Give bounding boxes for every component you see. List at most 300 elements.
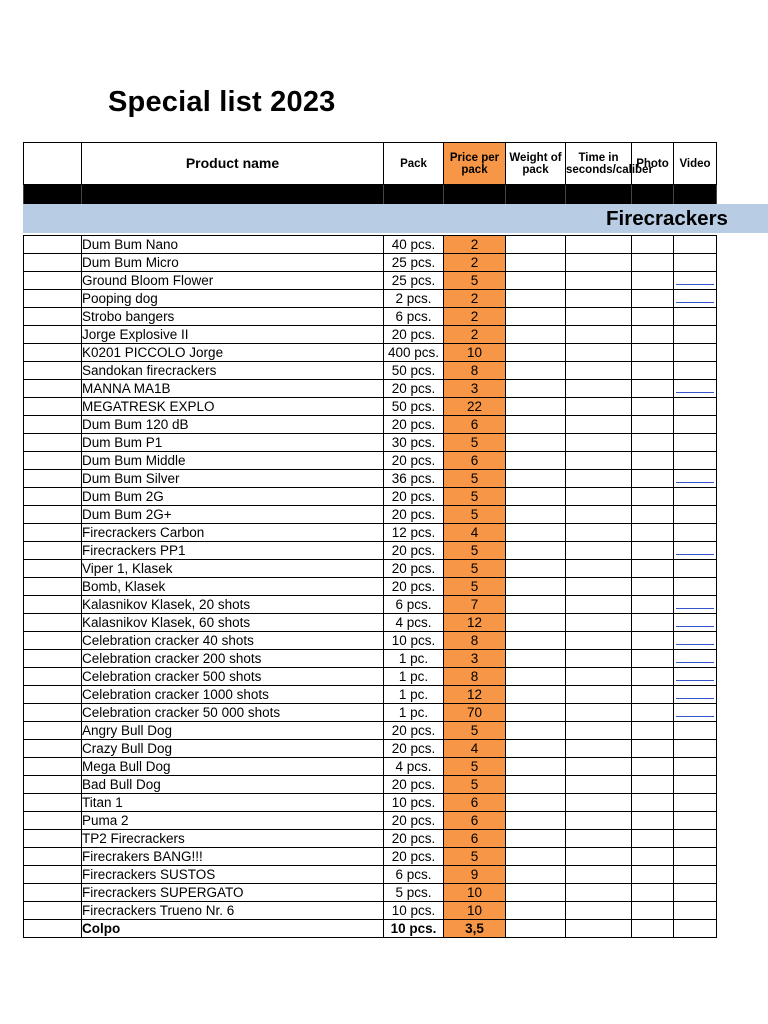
- product-name-cell: Kalasnikov Klasek, 60 shots: [82, 614, 384, 632]
- row-index-cell: [24, 524, 82, 542]
- product-name-cell: Celebration cracker 1000 shots: [82, 686, 384, 704]
- time-cell: [566, 398, 632, 416]
- photo-cell: [632, 758, 674, 776]
- photo-cell: [632, 560, 674, 578]
- video-link[interactable]: [676, 301, 714, 303]
- row-index-cell: [24, 398, 82, 416]
- price-cell: 4: [444, 524, 506, 542]
- weight-cell: [506, 758, 566, 776]
- video-cell: [674, 830, 717, 848]
- video-cell: [674, 686, 717, 704]
- time-cell: [566, 596, 632, 614]
- product-name-cell: Firecrakers BANG!!!: [82, 848, 384, 866]
- video-cell: [674, 326, 717, 344]
- price-cell: 6: [444, 794, 506, 812]
- time-cell: [566, 236, 632, 254]
- price-cell: 10: [444, 902, 506, 920]
- photo-cell: [632, 434, 674, 452]
- table-row: [24, 704, 717, 722]
- weight-cell: [506, 650, 566, 668]
- table-row: [24, 632, 717, 650]
- table-row: [24, 326, 717, 344]
- time-cell: [566, 380, 632, 398]
- row-index-cell: [24, 830, 82, 848]
- row-index-cell: [24, 290, 82, 308]
- price-cell: 2: [444, 254, 506, 272]
- row-index-cell: [24, 848, 82, 866]
- price-cell: 7: [444, 596, 506, 614]
- product-name-cell: Dum Bum 2G: [82, 488, 384, 506]
- weight-cell: [506, 380, 566, 398]
- product-name-cell: Dum Bum Nano: [82, 236, 384, 254]
- table-row: [24, 236, 717, 254]
- time-cell: [566, 308, 632, 326]
- weight-cell: [506, 524, 566, 542]
- photo-cell: [632, 254, 674, 272]
- pack-cell: 20 pcs.: [384, 740, 444, 758]
- video-cell: [674, 362, 717, 380]
- row-index-cell: [24, 920, 82, 938]
- price-cell: 5: [444, 434, 506, 452]
- pack-cell: 20 pcs.: [384, 848, 444, 866]
- video-link[interactable]: [676, 697, 714, 699]
- photo-cell: [632, 488, 674, 506]
- product-name-cell: Celebration cracker 500 shots: [82, 668, 384, 686]
- video-cell: [674, 542, 717, 560]
- row-index-cell: [24, 560, 82, 578]
- row-index-cell: [24, 380, 82, 398]
- video-cell: [674, 236, 717, 254]
- photo-cell: [632, 416, 674, 434]
- row-index-cell: [24, 596, 82, 614]
- product-name-cell: Titan 1: [82, 794, 384, 812]
- time-cell: [566, 362, 632, 380]
- table-row: [24, 920, 717, 938]
- pack-cell: 25 pcs.: [384, 272, 444, 290]
- pack-cell: 20 pcs.: [384, 380, 444, 398]
- table-row: [24, 668, 717, 686]
- price-cell: 2: [444, 308, 506, 326]
- weight-cell: [506, 884, 566, 902]
- table-row: [24, 488, 717, 506]
- table-row: [24, 884, 717, 902]
- time-cell: [566, 812, 632, 830]
- table-row: [24, 344, 717, 362]
- header-pack: Pack: [384, 143, 444, 185]
- weight-cell: [506, 416, 566, 434]
- header-index-cell: [24, 143, 82, 185]
- price-cell: 3: [444, 380, 506, 398]
- row-index-cell: [24, 776, 82, 794]
- video-cell: [674, 380, 717, 398]
- header-weight: Weight of pack: [506, 143, 566, 185]
- product-name-cell: Dum Bum 2G+: [82, 506, 384, 524]
- weight-cell: [506, 398, 566, 416]
- video-cell: [674, 614, 717, 632]
- table-row: [24, 614, 717, 632]
- weight-cell: [506, 776, 566, 794]
- weight-cell: [506, 506, 566, 524]
- row-index-cell: [24, 884, 82, 902]
- pack-cell: 36 pcs.: [384, 470, 444, 488]
- time-cell: [566, 848, 632, 866]
- time-cell: [566, 668, 632, 686]
- table-row: [24, 866, 717, 884]
- table-row: [24, 254, 717, 272]
- category-band: [23, 204, 768, 233]
- photo-cell: [632, 308, 674, 326]
- video-cell: [674, 866, 717, 884]
- row-index-cell: [24, 902, 82, 920]
- weight-cell: [506, 614, 566, 632]
- row-index-cell: [24, 704, 82, 722]
- photo-cell: [632, 236, 674, 254]
- pack-cell: 1 pc.: [384, 704, 444, 722]
- weight-cell: [506, 452, 566, 470]
- price-cell: 5: [444, 776, 506, 794]
- price-cell: 5: [444, 272, 506, 290]
- weight-cell: [506, 560, 566, 578]
- price-cell: 5: [444, 758, 506, 776]
- row-index-cell: [24, 272, 82, 290]
- video-link[interactable]: [676, 679, 714, 681]
- table-row: [24, 578, 717, 596]
- photo-cell: [632, 596, 674, 614]
- video-cell: [674, 470, 717, 488]
- pack-cell: 20 pcs.: [384, 812, 444, 830]
- table-row: [24, 416, 717, 434]
- video-link[interactable]: [676, 661, 714, 663]
- time-cell: [566, 272, 632, 290]
- video-cell: [674, 506, 717, 524]
- time-cell: [566, 542, 632, 560]
- product-name-cell: Dum Bum Silver: [82, 470, 384, 488]
- header-price: Price per pack: [444, 143, 506, 185]
- video-cell: [674, 488, 717, 506]
- video-cell: [674, 812, 717, 830]
- weight-cell: [506, 812, 566, 830]
- time-cell: [566, 506, 632, 524]
- row-index-cell: [24, 722, 82, 740]
- pack-cell: 5 pcs.: [384, 884, 444, 902]
- row-index-cell: [24, 470, 82, 488]
- page-title: Special list 2023: [108, 86, 336, 118]
- pack-cell: 1 pc.: [384, 668, 444, 686]
- product-name-cell: Crazy Bull Dog: [82, 740, 384, 758]
- weight-cell: [506, 704, 566, 722]
- photo-cell: [632, 668, 674, 686]
- pack-cell: 6 pcs.: [384, 308, 444, 326]
- photo-cell: [632, 686, 674, 704]
- row-index-cell: [24, 686, 82, 704]
- price-cell: 5: [444, 560, 506, 578]
- table-row: [24, 740, 717, 758]
- video-cell: [674, 704, 717, 722]
- weight-cell: [506, 902, 566, 920]
- product-name-cell: Firecrackers SUPERGATO: [82, 884, 384, 902]
- weight-cell: [506, 830, 566, 848]
- video-cell: [674, 452, 717, 470]
- photo-cell: [632, 812, 674, 830]
- pack-cell: 20 pcs.: [384, 722, 444, 740]
- row-index-cell: [24, 866, 82, 884]
- table-header-row: [24, 143, 717, 185]
- black-separator-row: [24, 185, 717, 206]
- weight-cell: [506, 308, 566, 326]
- table-row: [24, 722, 717, 740]
- pack-cell: 20 pcs.: [384, 488, 444, 506]
- photo-cell: [632, 344, 674, 362]
- pack-cell: 1 pc.: [384, 650, 444, 668]
- row-index-cell: [24, 452, 82, 470]
- price-cell: 2: [444, 290, 506, 308]
- pack-cell: 400 pcs.: [384, 344, 444, 362]
- price-cell: 4: [444, 740, 506, 758]
- weight-cell: [506, 668, 566, 686]
- video-link[interactable]: [676, 283, 714, 285]
- row-index-cell: [24, 326, 82, 344]
- video-link[interactable]: [676, 625, 714, 627]
- video-cell: [674, 848, 717, 866]
- price-cell: 6: [444, 452, 506, 470]
- price-cell: 5: [444, 722, 506, 740]
- product-name-cell: Angry Bull Dog: [82, 722, 384, 740]
- photo-cell: [632, 632, 674, 650]
- pack-cell: 4 pcs.: [384, 614, 444, 632]
- time-cell: [566, 416, 632, 434]
- row-index-cell: [24, 632, 82, 650]
- weight-cell: [506, 542, 566, 560]
- photo-cell: [632, 506, 674, 524]
- time-cell: [566, 254, 632, 272]
- price-cell: 8: [444, 362, 506, 380]
- table-row: [24, 686, 717, 704]
- price-cell: 3,5: [444, 920, 506, 938]
- time-cell: [566, 326, 632, 344]
- pack-cell: 1 pc.: [384, 686, 444, 704]
- price-cell: 12: [444, 686, 506, 704]
- photo-cell: [632, 398, 674, 416]
- table-row: [24, 542, 717, 560]
- product-name-cell: K0201 PICCOLO Jorge: [82, 344, 384, 362]
- time-cell: [566, 902, 632, 920]
- video-cell: [674, 434, 717, 452]
- video-cell: [674, 776, 717, 794]
- time-cell: [566, 866, 632, 884]
- row-index-cell: [24, 578, 82, 596]
- product-name-cell: Kalasnikov Klasek, 20 shots: [82, 596, 384, 614]
- photo-cell: [632, 578, 674, 596]
- table-row: [24, 452, 717, 470]
- pack-cell: 20 pcs.: [384, 416, 444, 434]
- row-index-cell: [24, 344, 82, 362]
- product-name-cell: MANNA MA1B: [82, 380, 384, 398]
- category-title: Firecrackers: [606, 207, 728, 230]
- time-cell: [566, 830, 632, 848]
- pack-cell: 20 pcs.: [384, 452, 444, 470]
- product-name-cell: Bomb, Klasek: [82, 578, 384, 596]
- pack-cell: 20 pcs.: [384, 776, 444, 794]
- price-cell: 9: [444, 866, 506, 884]
- pack-cell: 4 pcs.: [384, 758, 444, 776]
- video-cell: [674, 290, 717, 308]
- table-row: [24, 902, 717, 920]
- time-cell: [566, 704, 632, 722]
- video-cell: [674, 758, 717, 776]
- table-row: [24, 776, 717, 794]
- time-cell: [566, 578, 632, 596]
- video-cell: [674, 560, 717, 578]
- table-row: [24, 560, 717, 578]
- table-row: [24, 272, 717, 290]
- photo-cell: [632, 542, 674, 560]
- price-cell: 8: [444, 668, 506, 686]
- row-index-cell: [24, 488, 82, 506]
- price-cell: 5: [444, 488, 506, 506]
- price-cell: 8: [444, 632, 506, 650]
- time-cell: [566, 452, 632, 470]
- pack-cell: 2 pcs.: [384, 290, 444, 308]
- video-cell: [674, 632, 717, 650]
- photo-cell: [632, 326, 674, 344]
- video-cell: [674, 398, 717, 416]
- table-row: [24, 362, 717, 380]
- weight-cell: [506, 794, 566, 812]
- video-cell: [674, 722, 717, 740]
- product-name-cell: Bad Bull Dog: [82, 776, 384, 794]
- video-link[interactable]: [676, 715, 714, 717]
- weight-cell: [506, 470, 566, 488]
- product-name-cell: Celebration cracker 50 000 shots: [82, 704, 384, 722]
- weight-cell: [506, 686, 566, 704]
- row-index-cell: [24, 758, 82, 776]
- video-cell: [674, 578, 717, 596]
- table-row: [24, 506, 717, 524]
- photo-cell: [632, 362, 674, 380]
- photo-cell: [632, 776, 674, 794]
- video-cell: [674, 416, 717, 434]
- row-index-cell: [24, 362, 82, 380]
- time-cell: [566, 344, 632, 362]
- video-cell: [674, 650, 717, 668]
- video-cell: [674, 740, 717, 758]
- pack-cell: 20 pcs.: [384, 560, 444, 578]
- pack-cell: 25 pcs.: [384, 254, 444, 272]
- photo-cell: [632, 650, 674, 668]
- price-cell: 5: [444, 848, 506, 866]
- product-name-cell: Firecrackers SUSTOS: [82, 866, 384, 884]
- row-index-cell: [24, 668, 82, 686]
- pack-cell: 20 pcs.: [384, 326, 444, 344]
- product-name-cell: Dum Bum 120 dB: [82, 416, 384, 434]
- weight-cell: [506, 272, 566, 290]
- product-name-cell: Colpo: [82, 920, 384, 938]
- pack-cell: 30 pcs.: [384, 434, 444, 452]
- pack-cell: 50 pcs.: [384, 398, 444, 416]
- table-row: [24, 812, 717, 830]
- price-cell: 10: [444, 344, 506, 362]
- video-link[interactable]: [676, 391, 714, 393]
- photo-cell: [632, 884, 674, 902]
- time-cell: [566, 740, 632, 758]
- header-time: Time in seconds/caliber: [566, 143, 632, 185]
- video-cell: [674, 308, 717, 326]
- row-index-cell: [24, 506, 82, 524]
- video-cell: [674, 794, 717, 812]
- time-cell: [566, 290, 632, 308]
- photo-cell: [632, 470, 674, 488]
- photo-cell: [632, 794, 674, 812]
- row-index-cell: [24, 236, 82, 254]
- pack-cell: 40 pcs.: [384, 236, 444, 254]
- video-cell: [674, 596, 717, 614]
- price-cell: 3: [444, 650, 506, 668]
- photo-cell: [632, 830, 674, 848]
- time-cell: [566, 884, 632, 902]
- video-link[interactable]: [676, 643, 714, 645]
- video-link[interactable]: [676, 481, 714, 483]
- video-link[interactable]: [676, 607, 714, 609]
- header-video: Video: [674, 143, 717, 185]
- weight-cell: [506, 740, 566, 758]
- photo-cell: [632, 272, 674, 290]
- table-row: [24, 434, 717, 452]
- pack-cell: 20 pcs.: [384, 542, 444, 560]
- table-row: [24, 794, 717, 812]
- time-cell: [566, 488, 632, 506]
- time-cell: [566, 470, 632, 488]
- pack-cell: 10 pcs.: [384, 920, 444, 938]
- price-cell: 5: [444, 506, 506, 524]
- video-cell: [674, 272, 717, 290]
- weight-cell: [506, 920, 566, 938]
- header-product-name: Product name: [82, 143, 384, 185]
- time-cell: [566, 920, 632, 938]
- price-cell: 6: [444, 416, 506, 434]
- video-cell: [674, 668, 717, 686]
- product-name-cell: Firecrackers Trueno Nr. 6: [82, 902, 384, 920]
- price-cell: 5: [444, 470, 506, 488]
- product-name-cell: Celebration cracker 200 shots: [82, 650, 384, 668]
- pack-cell: 50 pcs.: [384, 362, 444, 380]
- table-row: [24, 596, 717, 614]
- table-row: [24, 470, 717, 488]
- row-index-cell: [24, 794, 82, 812]
- price-cell: 2: [444, 236, 506, 254]
- weight-cell: [506, 632, 566, 650]
- table-row: [24, 524, 717, 542]
- video-cell: [674, 524, 717, 542]
- product-name-cell: Dum Bum P1: [82, 434, 384, 452]
- time-cell: [566, 632, 632, 650]
- pack-cell: 10 pcs.: [384, 902, 444, 920]
- video-link[interactable]: [676, 553, 714, 555]
- price-cell: 6: [444, 812, 506, 830]
- table-row: [24, 308, 717, 326]
- video-cell: [674, 884, 717, 902]
- price-cell: 5: [444, 542, 506, 560]
- price-cell: 6: [444, 830, 506, 848]
- product-name-cell: Dum Bum Micro: [82, 254, 384, 272]
- product-name-cell: MEGATRESK EXPLO: [82, 398, 384, 416]
- time-cell: [566, 650, 632, 668]
- photo-cell: [632, 524, 674, 542]
- weight-cell: [506, 236, 566, 254]
- row-index-cell: [24, 614, 82, 632]
- row-index-cell: [24, 308, 82, 326]
- row-index-cell: [24, 542, 82, 560]
- product-name-cell: Celebration cracker 40 shots: [82, 632, 384, 650]
